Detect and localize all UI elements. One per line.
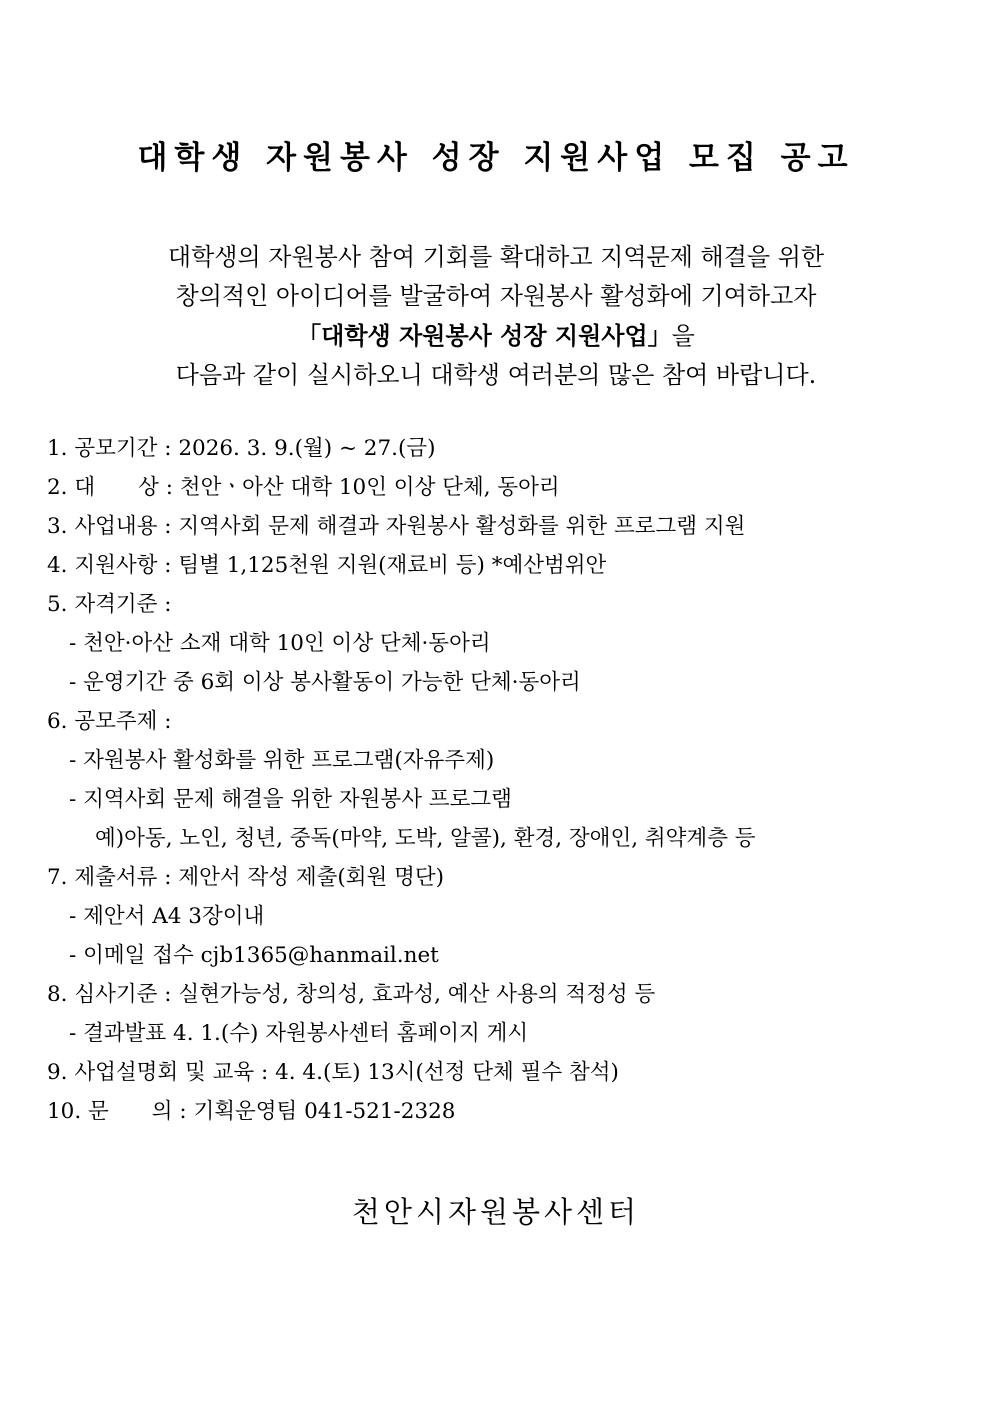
eligibility-detail-2: - 운영기간 중 6회 이상 봉사활동이 가능한 단체·동아리 <box>69 670 581 695</box>
intro-line-4: 다음과 같이 실시하오니 대학생 여러분의 많은 참여 바랍니다. <box>175 361 817 389</box>
theme-examples: 예)아동, 노인, 청년, 중독(마약, 도박, 알콜), 환경, 장애인, 취약계층 등 <box>95 826 756 851</box>
item-eligibility: 5. 자격기준 : <box>47 592 172 617</box>
intro-line-1: 대학생의 자원봉사 참여 기회를 확대하고 지역문제 해결을 위한 <box>167 243 825 271</box>
documents-detail-1: - 제안서 A4 3장이내 <box>69 904 265 929</box>
issuer-name: 천안시자원봉사센터 <box>351 1195 641 1229</box>
item-project-content: 3. 사업내용 : 지역사회 문제 해결과 자원봉사 활성화를 위한 프로그램 지원 <box>47 514 746 539</box>
theme-detail-1: - 자원봉사 활성화를 위한 프로그램(자유주제) <box>69 748 495 773</box>
item-criteria: 8. 심사기준 : 실현가능성, 창의성, 효과성, 예산 사용의 적정성 등 <box>47 982 656 1007</box>
item-target: 2. 대 상 : 천안ㆍ아산 대학 10인 이상 단체, 동아리 <box>47 475 560 500</box>
intro-line-2: 창의적인 아이디어를 발굴하여 자원봉사 활성화에 기여하고자 <box>175 282 817 310</box>
documents-detail-2: - 이메일 접수 cjb1365@hanmail.net <box>69 943 439 968</box>
theme-detail-2: - 지역사회 문제 해결을 위한 자원봉사 프로그램 <box>69 787 512 812</box>
intro-paragraph <box>0 238 992 395</box>
project-suffix: 을 <box>671 322 695 350</box>
item-documents: 7. 제출서류 : 제안서 작성 제출(회원 명단) <box>47 865 445 890</box>
page-title: 대학생 자원봉사 성장 지원사업 모집 공고 <box>137 140 855 176</box>
project-name: 「대학생 자원봉사 성장 지원사업」 <box>297 321 672 350</box>
criteria-detail-1: - 결과발표 4. 1.(수) 자원봉사센터 홈페이지 게시 <box>69 1021 529 1046</box>
item-briefing: 9. 사업설명회 및 교육 : 4. 4.(토) 13시(선정 단체 필수 참석) <box>47 1060 619 1085</box>
eligibility-detail-1: - 천안·아산 소재 대학 10인 이상 단체·동아리 <box>69 631 491 656</box>
intro-line-3 <box>0 316 992 356</box>
item-contact: 10. 문 의 : 기획운영팀 041-521-2328 <box>47 1099 456 1124</box>
item-application-period: 1. 공모기간 : 2026. 3. 9.(월) ~ 27.(금) <box>47 436 436 461</box>
announcement-items <box>47 429 947 1131</box>
item-theme: 6. 공모주제 : <box>47 709 172 734</box>
item-support: 4. 지원사항 : 팀별 1,125천원 지원(재료비 등) *예산범위안 <box>47 553 607 578</box>
